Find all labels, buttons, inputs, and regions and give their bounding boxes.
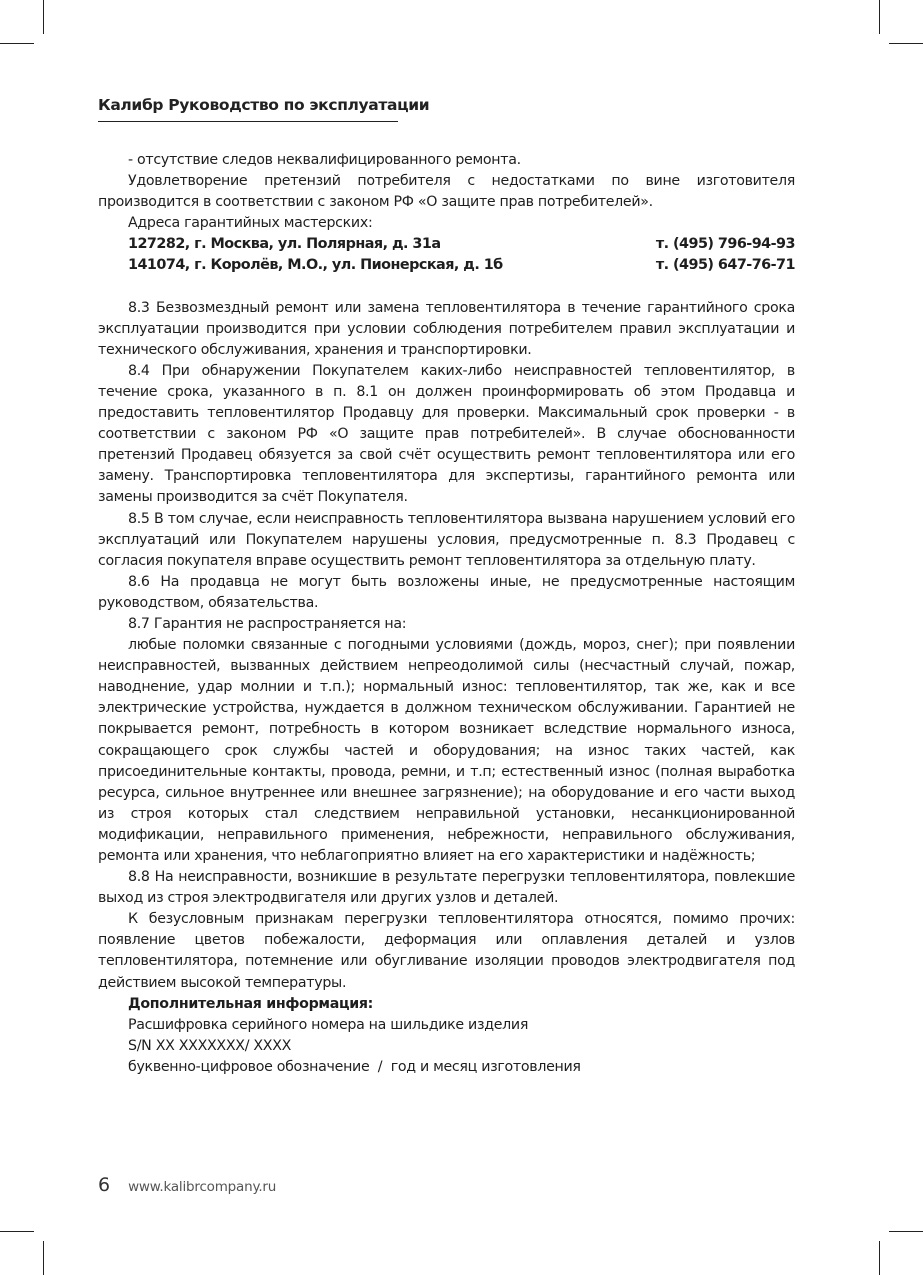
page-number: 6 (98, 1174, 111, 1196)
crop-mark (43, 1241, 44, 1275)
section-8-3: 8.3 Безвозмездный ремонт или замена тепловентилятора в течение гарантийного срока эксплуатации производится при условии соблюдения потребителем правил эксплуатации и технического обслуживания, хранения и транспортировки. (98, 299, 795, 358)
crop-mark (879, 0, 880, 34)
service-address-row (98, 255, 795, 276)
extra-info-line: Расшифровка серийного номера на шильдике изделия (128, 1016, 529, 1033)
crop-mark (0, 1231, 34, 1232)
service-address: 141074, г. Королёв, М.О., ул. Пионерская, д. 1б (128, 257, 503, 274)
section-8-6: 8.6 На продавца не могут быть возложены иные, не предусмотренные настоящим руководством, обязательства. (98, 573, 795, 611)
extra-info-line: буквенно-цифровое обозначение / год и месяц изготовления (128, 1058, 581, 1075)
crop-mark (889, 43, 923, 44)
paragraph: - отсутствие следов неквалифицированного ремонта. (128, 152, 521, 168)
extra-info-title: Дополнительная информация: (128, 995, 374, 1012)
service-phone: т. (495) 796-94-93 (655, 236, 795, 253)
section-8-7-text: любые поломки связанные с погодными условиями (дождь, мороз, снег); при появлении неисправностей, вызванных действием непреодолимой силы (несчастный случай, пожар, наводнение, удар молнии и т.п.); нормальный износ: тепловентилятор, так же, как и все электрические устройства, нуждается в должном техническом обслуживании. Гарантией не покрывается ремонт, потребность в котором возникает вследствие нормального износа, сокращающего срок службы частей и оборудования; на износ таких частей, как присоединительные контакты, провода, ремни, и т.п; естественный износ (полная выработка ресурса, сильное внутреннее или внешнее загрязнение); на оборудование и его части выход из строя которых стал следствием неправильной установки, несанкционированной модификации, неправильного применения, небрежности, неправильного обслуживания, ремонта или хранения, что неблагоприятно влияет на его характеристики и надёжность; (98, 637, 795, 864)
section-8-7: 8.7 Гарантия не распространяется на: (128, 615, 407, 632)
crop-mark (43, 0, 44, 34)
paragraph: Удовлетворение претензий потребителя с недостатками по вине изготовителя производится в соответствии с законом РФ «О защите прав потребителей». (98, 173, 795, 211)
page-body (98, 150, 795, 1078)
section-8-8-text: К безусловным признакам перегрузки тепловентилятора относятся, помимо прочих: появление цветов побежалости, деформация или оплавления деталей и узлов тепловентилятора, потемнение или обугливание изоляции проводов электродвигателя под действием высокой температуры. (98, 911, 795, 991)
service-address-row (98, 234, 795, 255)
crop-mark (0, 43, 34, 44)
section-8-5: 8.5 В том случае, если неисправность тепловентилятора вызвана нарушением условий его эксплуатаций или Покупателем нарушены условия, предусмотренные п. 8.3 Продавец с согласия покупателя вправе осуществить ремонт тепловентилятора за отдельную плату. (98, 510, 795, 569)
service-address: 127282, г. Москва, ул. Полярная, д. 31а (128, 236, 441, 253)
section-8-8: 8.8 На неисправности, возникшие в результате перегрузки тепловентилятора, повлекшие выход из строя электродвигателя или других узлов и деталей. (98, 869, 795, 907)
section-8-4: 8.4 При обнаружении Покупателем каких-либо неисправностей тепловентилятор, в течение срока, указанного в п. 8.1 он должен проинформировать об этом Продавца и предоставить тепловентилятор Продавцу для проверки. Максимальный срок проверки - в соответствии с законом РФ «О защите прав потребителей». В случае обоснованности претензий Продавец обязуется за свой счёт осуществить ремонт тепловентилятора или его замену. Транспортировка тепловентилятора для экспертизы, гарантийного ремонта или замены производится за счёт Покупателя. (98, 362, 795, 506)
crop-mark (889, 1231, 923, 1232)
service-phone: т. (495) 647-76-71 (655, 257, 795, 274)
serial-number-format: S/N XX XXXXXXX/ XXXX (128, 1037, 292, 1054)
crop-mark (879, 1241, 880, 1275)
running-header: Калибр Руководство по эксплуатации (98, 96, 398, 122)
page-footer (98, 1174, 276, 1196)
footer-url: www.kalibrcompany.ru (128, 1179, 277, 1195)
paragraph: Адреса гарантийных мастерских: (128, 215, 373, 232)
